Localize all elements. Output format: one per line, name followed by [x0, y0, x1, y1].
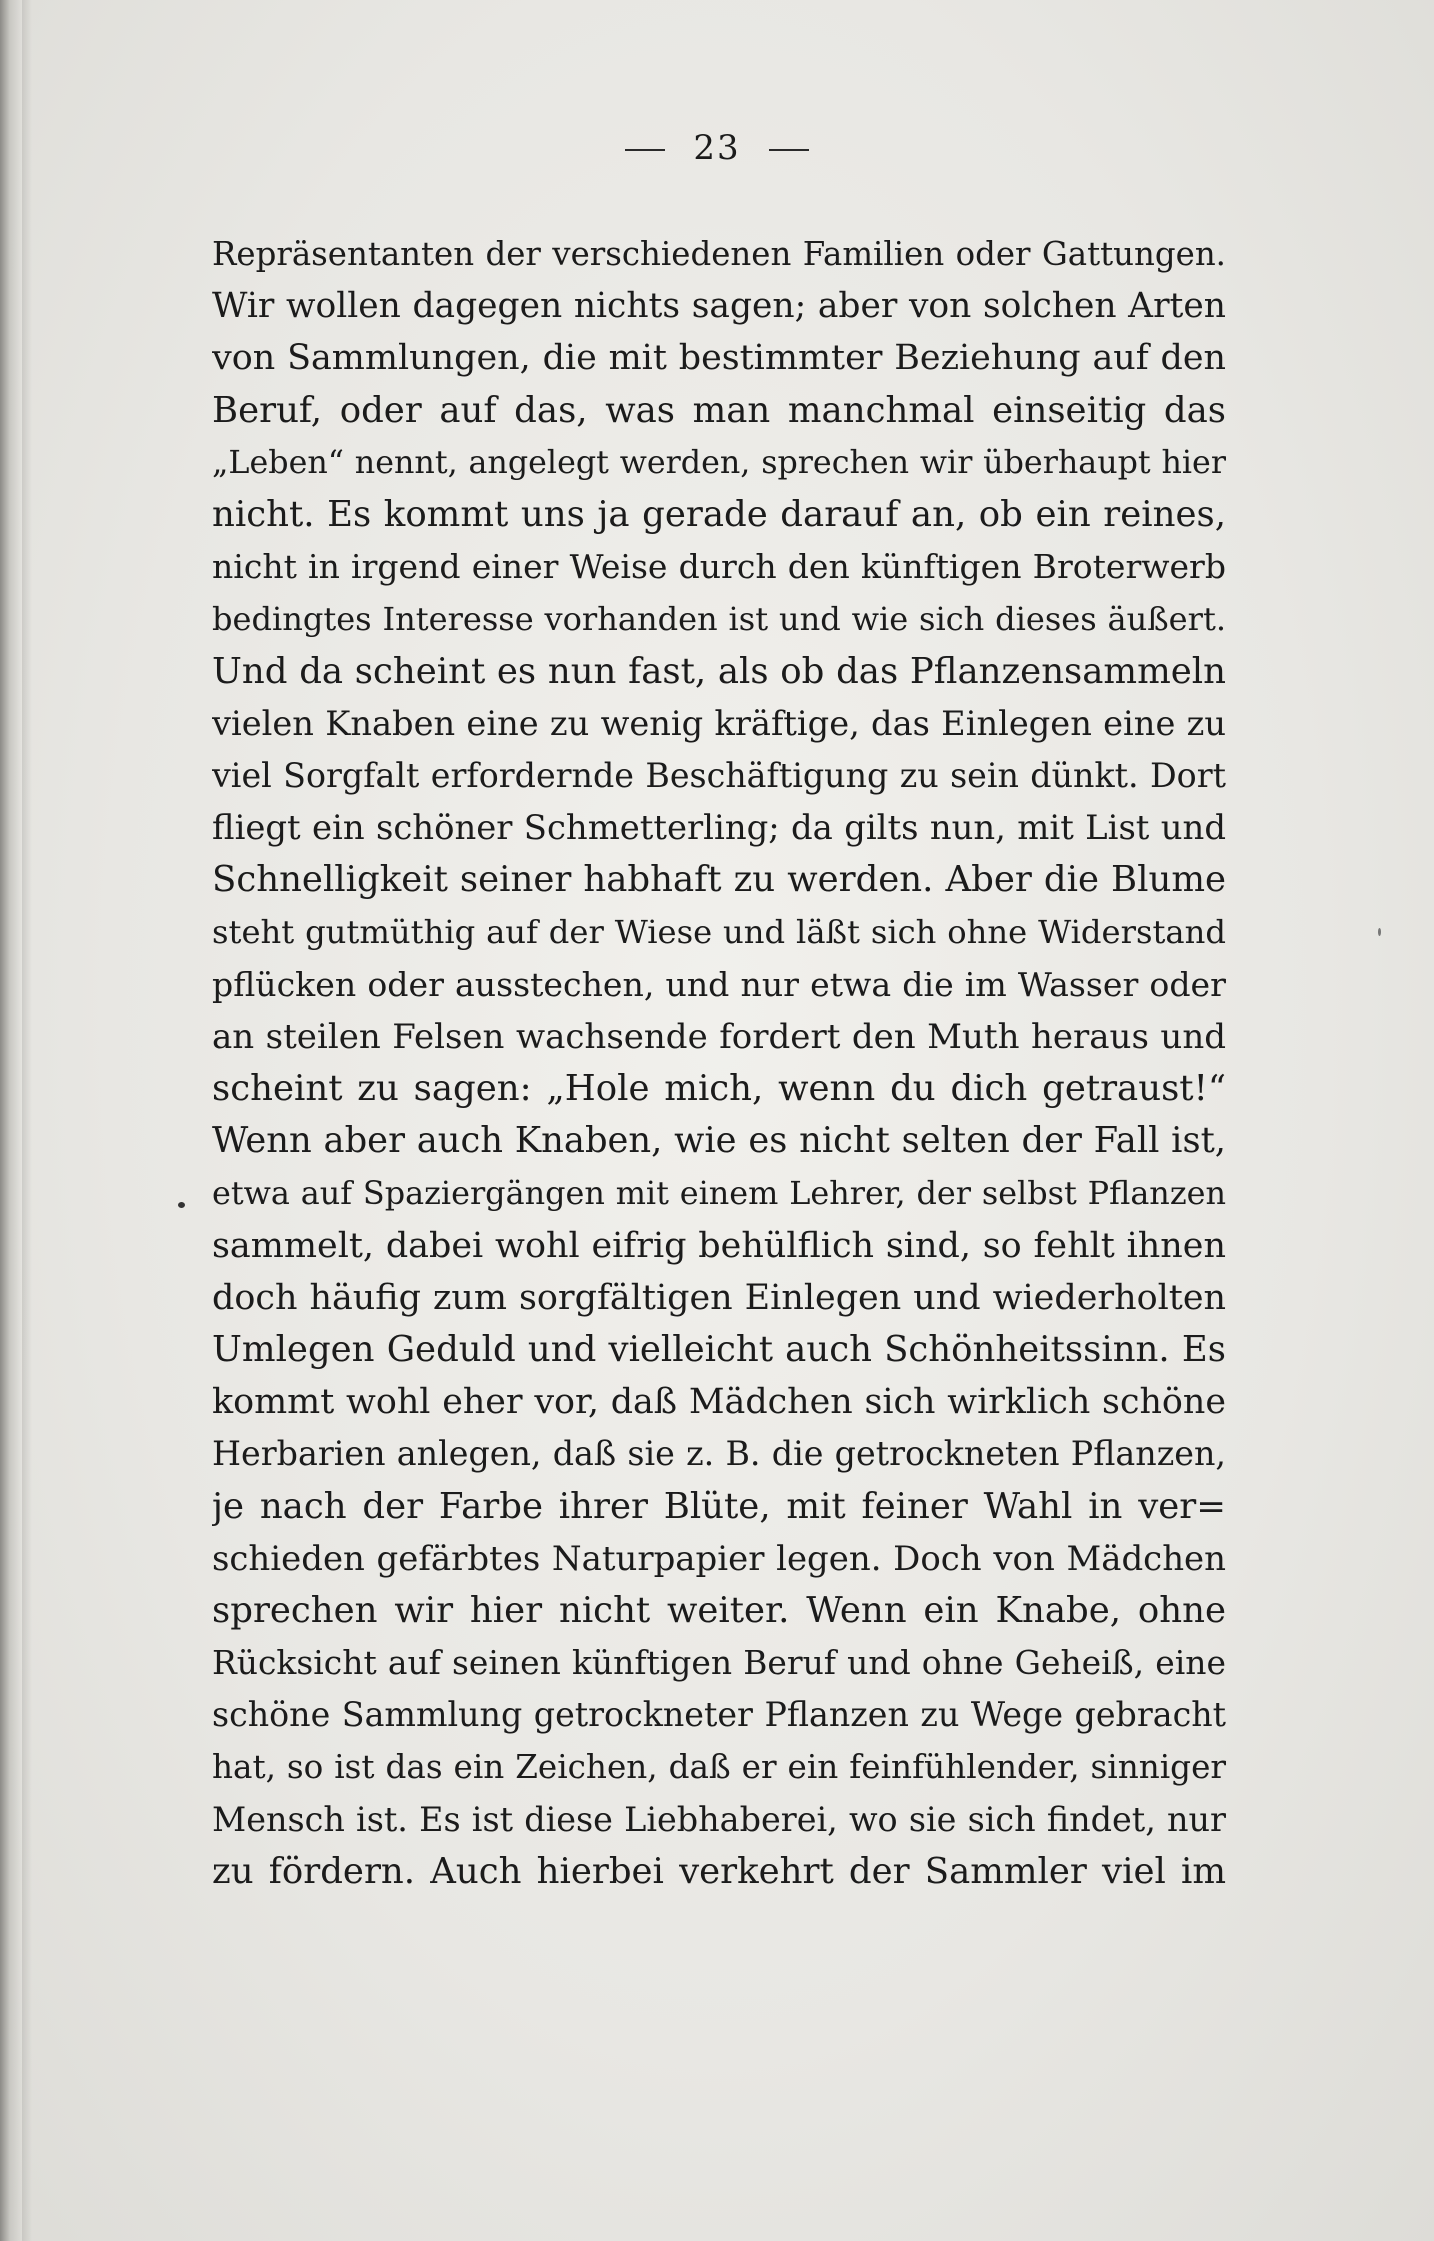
text-line: bedingtes Interesse vorhanden ist und wie sich dieses äußert.	[212, 600, 1226, 639]
text-line: Beruf, oder auf das, was man manchmal einseitig das	[212, 389, 1226, 431]
text-line: Repräsentanten der verschiedenen Familien oder Gattungen.	[212, 235, 1226, 273]
text-line: „Leben“ nennt, angelegt werden, sprechen wir überhaupt hier	[212, 444, 1226, 481]
text-line: Schnelligkeit seiner habhaft zu werden. Aber die Blume	[212, 859, 1226, 901]
page-header	[0, 128, 1434, 168]
text-line: sprechen wir hier nicht weiter. Wenn ein Knabe, ohne	[212, 1589, 1226, 1631]
header-dash-right	[769, 149, 809, 151]
text-line: viel Sorgfalt erfordernde Beschäftigung zu sein dünkt. Dort	[212, 755, 1226, 795]
text-line: Mensch ist. Es ist diese Liebhaberei, wo sie sich findet, nur	[212, 1799, 1226, 1839]
text-line: vielen Knaben eine zu wenig kräftige, das Einlegen eine zu	[212, 703, 1226, 743]
text-line: Umlegen Geduld und vielleicht auch Schönheitssinn. Es	[212, 1328, 1226, 1370]
text-line: fliegt ein schöner Schmetterling; da gilts nun, mit List und	[212, 808, 1226, 848]
ink-speck	[178, 1202, 185, 1208]
text-line: pflücken oder ausstechen, und nur etwa die im Wasser oder	[212, 964, 1226, 1004]
text-line: nicht. Es kommt uns ja gerade darauf an, ob ein reines,	[212, 493, 1226, 535]
text-line: nicht in irgend einer Weise durch den künftigen Broterwerb	[212, 547, 1226, 587]
header-dash-left	[625, 149, 665, 151]
text-line: steht gutmüthig auf der Wiese und läßt sich ohne Widerstand	[212, 913, 1226, 952]
text-line: hat, so ist das ein Zeichen, daß er ein feinfühlender, sinniger	[212, 1748, 1226, 1787]
page-edge-shadow-inner	[22, 0, 32, 2241]
text-line: kommt wohl eher vor, daß Mädchen sich wirklich schöne	[212, 1382, 1226, 1423]
text-line: an steilen Felsen wachsende fordert den Muth heraus und	[212, 1016, 1226, 1057]
text-line: scheint zu sagen: „Hole mich, wenn du dich getraust!“	[212, 1068, 1226, 1109]
text-line: zu fördern. Auch hierbei verkehrt der Sammler viel im	[212, 1850, 1226, 1892]
text-line: schieden gefärbtes Naturpapier legen. Doch von Mädchen	[212, 1538, 1226, 1579]
text-line: von Sammlungen, die mit bestimmter Beziehung auf den	[212, 338, 1226, 379]
text-line: schöne Sammlung getrockneter Pflanzen zu Wege gebracht	[212, 1695, 1226, 1735]
text-line: Herbarien anlegen, daß sie z. B. die getrockneten Pflanzen,	[212, 1434, 1226, 1474]
text-line: doch häufig zum sorgfältigen Einlegen und wiederholten	[212, 1277, 1226, 1318]
ink-speck	[1378, 928, 1381, 936]
text-line: Wir wollen dagegen nichts sagen; aber von solchen Arten	[212, 286, 1226, 327]
body-text	[212, 228, 1226, 1898]
text-line: sammelt, dabei wohl eifrig behülflich sind, so fehlt ihnen	[212, 1225, 1226, 1266]
text-line: je nach der Farbe ihrer Blüte, mit feiner Wahl in ver=	[212, 1485, 1226, 1527]
text-line: Rücksicht auf seinen künftigen Beruf und ohne Geheiß, eine	[212, 1643, 1226, 1683]
text-line: Wenn aber auch Knaben, wie es nicht selten der Fall ist,	[212, 1120, 1226, 1162]
page-edge-shadow	[0, 0, 22, 2241]
text-line: Und da scheint es nun fast, als ob das Pflanzensammeln	[212, 650, 1226, 692]
page-number: 23	[693, 128, 741, 168]
text-line: etwa auf Spaziergängen mit einem Lehrer, der selbst Pflanzen	[212, 1174, 1226, 1213]
